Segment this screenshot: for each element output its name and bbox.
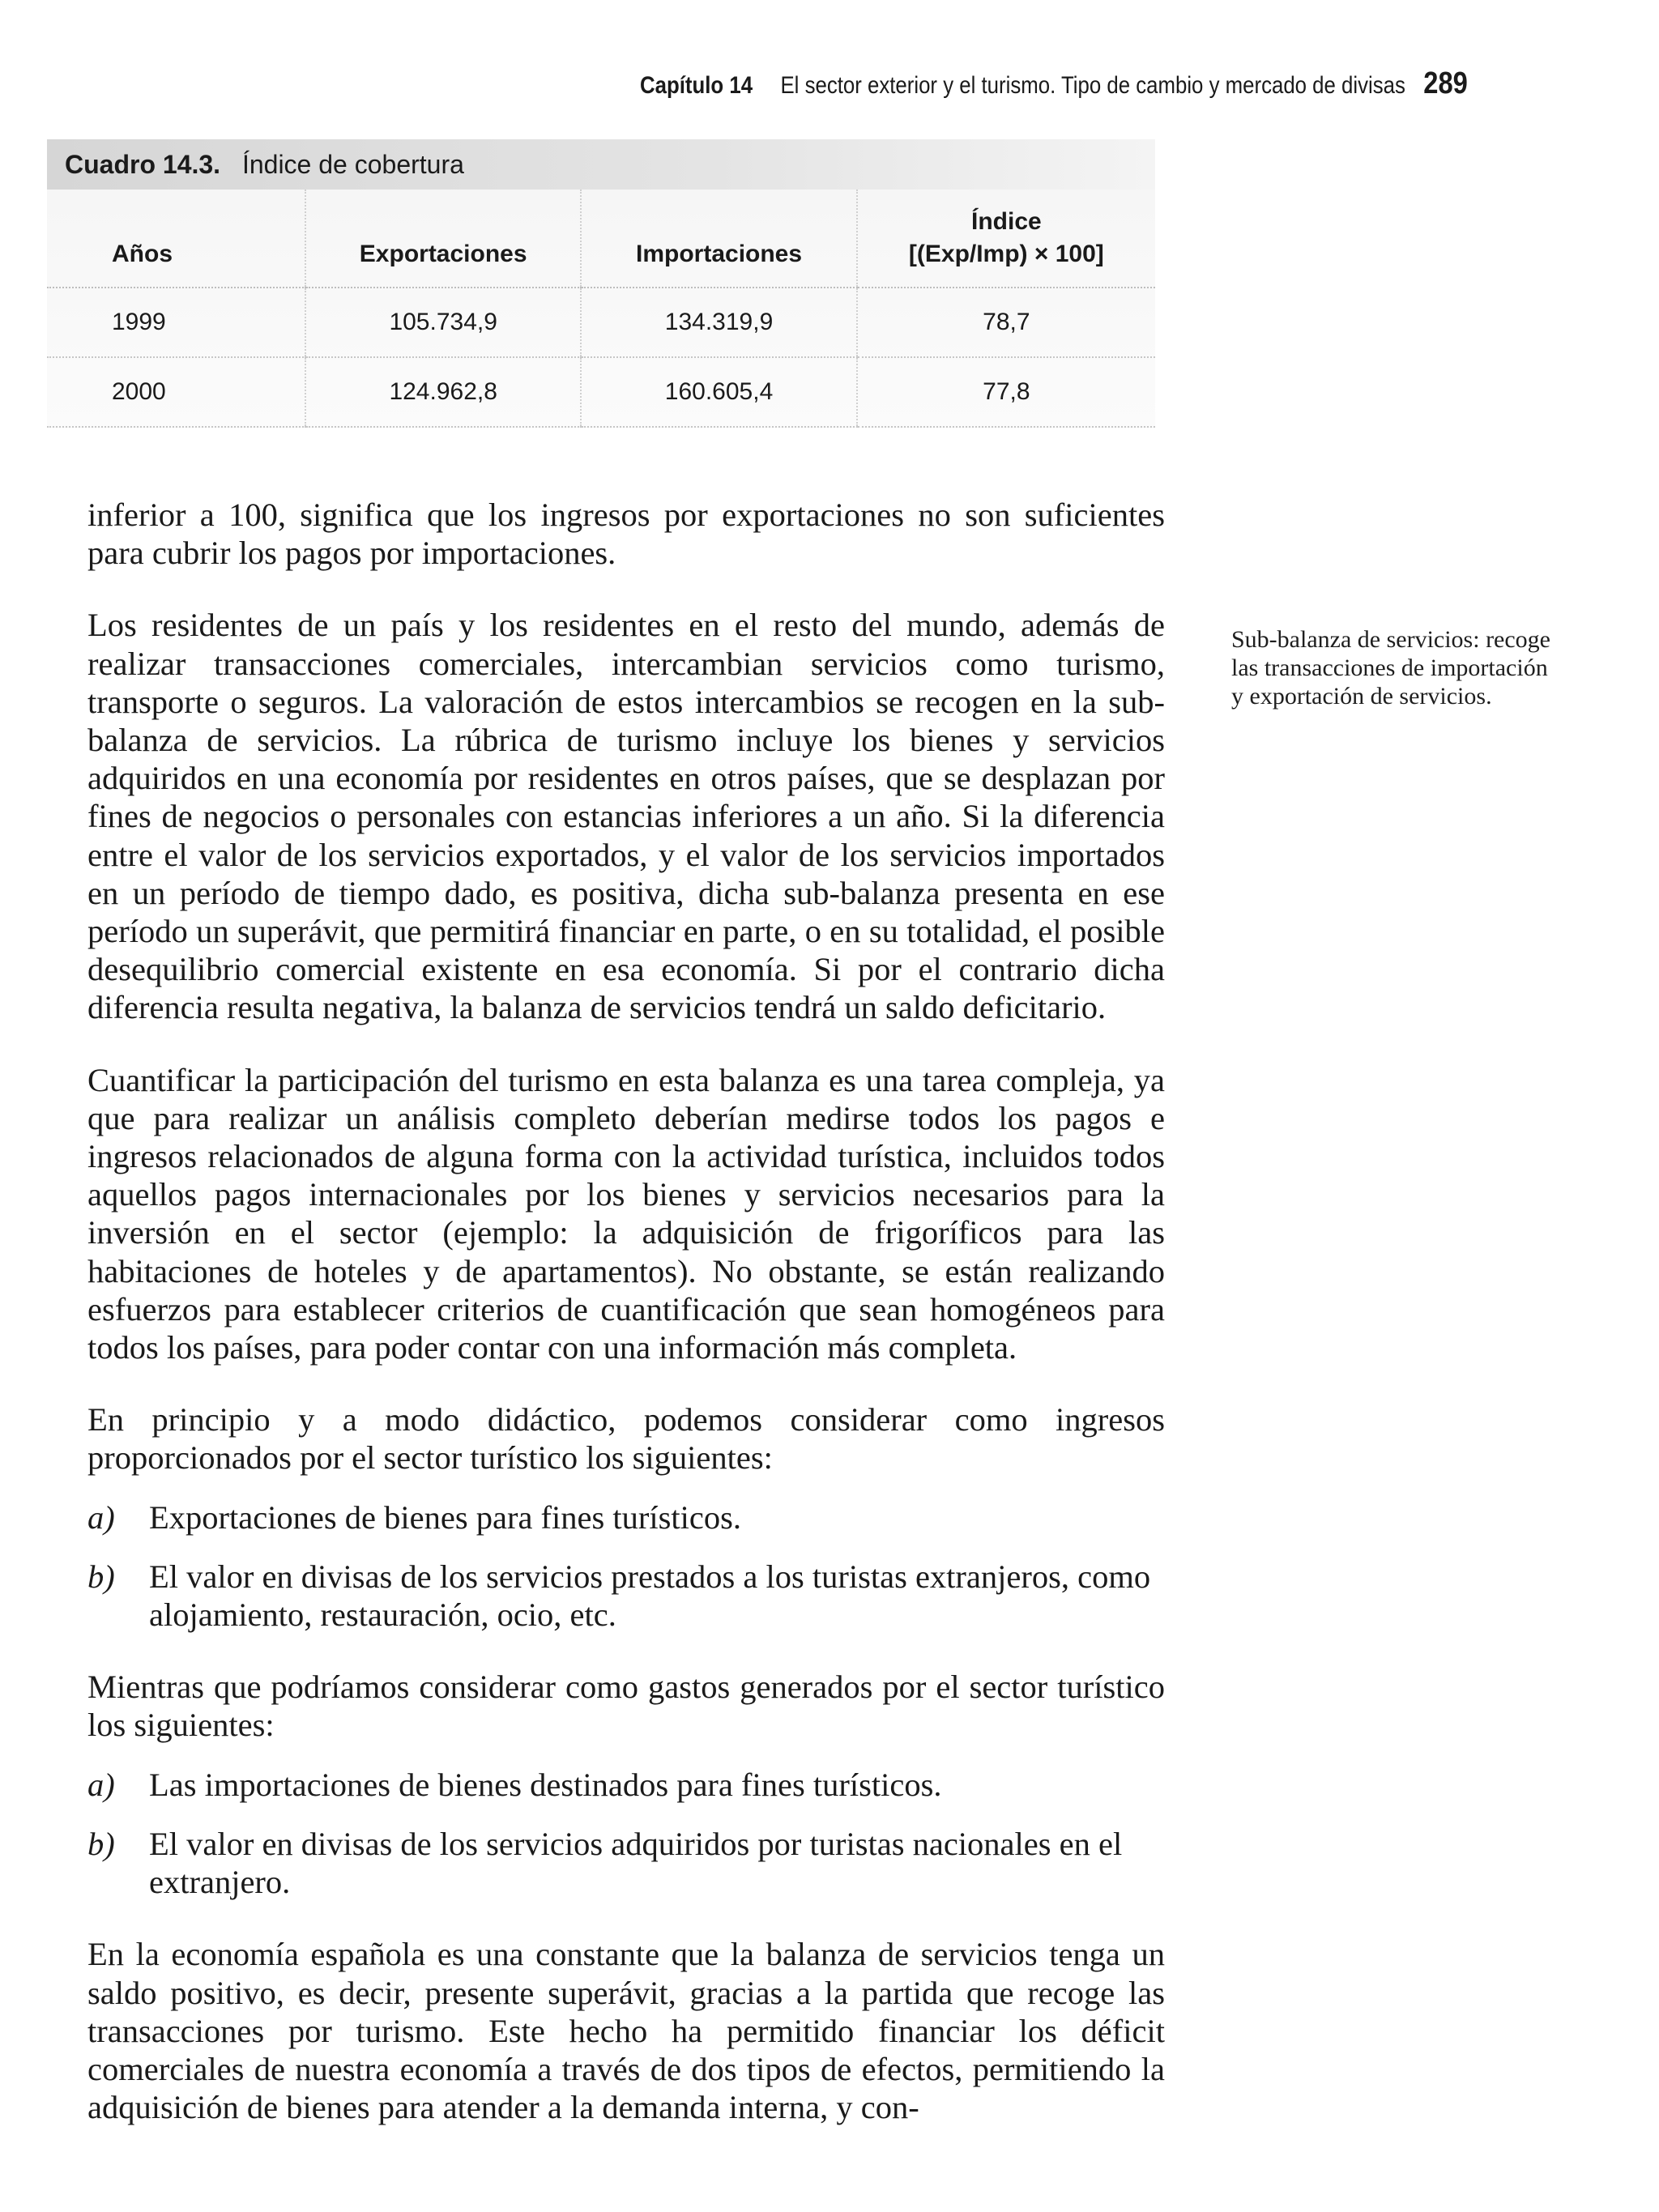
cell-index: 78,7 [857, 288, 1155, 357]
list-text: Las importaciones de bienes destinados para fines turísticos. [149, 1766, 942, 1803]
cell-imports: 160.605,4 [581, 357, 856, 427]
header-imports: Importaciones [581, 190, 856, 288]
table-caption-title: Índice de cobertura [241, 150, 464, 179]
table-header-row [47, 190, 1155, 288]
body-text [87, 496, 1165, 2160]
table-row [47, 357, 1155, 427]
paragraph-5: Mientras que podríamos considerar como gastos generados por el sector turístico los siguientes: [87, 1669, 1165, 1744]
list-letter: b) [87, 1558, 115, 1595]
cell-exports: 124.962,8 [305, 357, 581, 427]
cell-year: 2000 [47, 357, 305, 427]
margin-note-services-subbalance: Sub-balanza de servicios: recoge las transacciones de importación y exportación de servicios. [1231, 626, 1550, 710]
paragraph-4: En principio y a modo didáctico, podemos considerar como ingresos proporcionados por el sector turístico los siguientes: [87, 1401, 1165, 1477]
list-text: El valor en divisas de los servicios prestados a los turistas extranjeros, como alojamiento, restauración, ocio, etc. [149, 1558, 1151, 1634]
list-item [87, 1558, 1165, 1634]
list-item [87, 1766, 1165, 1804]
list-letter: a) [87, 1766, 115, 1803]
paragraph-1: inferior a 100, significa que los ingresos por exportaciones no son suficientes para cubrir los pagos por importaciones. [87, 497, 1165, 572]
list-item [87, 1825, 1165, 1901]
coverage-index-table-box [47, 139, 1155, 423]
coverage-index-table [47, 190, 1155, 428]
cell-exports: 105.734,9 [305, 288, 581, 357]
page-number: 289 [1423, 66, 1468, 100]
header-index [857, 190, 1155, 288]
list-letter: a) [87, 1498, 115, 1536]
header-index-line1: Índice [971, 208, 1042, 235]
paragraph-6: En la economía española es una constante que la balanza de servicios tenga un saldo positivo, es decir, presente superávit, gracias a la partida que recoge las transacciones por turismo. Este hecho ha permitido financiar los déficit comerciales de nuestra economía a través de dos tipos de efectos, permitiendo la adquisición de bienes para atender a la demanda interna, y con- [87, 1936, 1165, 2126]
cell-imports: 134.319,9 [581, 288, 856, 357]
list-text: El valor en divisas de los servicios adquiridos por turistas nacionales en el extranjero. [149, 1825, 1123, 1901]
page-header [640, 66, 1468, 105]
table-row [47, 288, 1155, 357]
cell-year: 1999 [47, 288, 305, 357]
header-index-line2: [(Exp/Imp) × 100] [908, 241, 1104, 267]
header-exports: Exportaciones [305, 190, 581, 288]
list-item [87, 1498, 1165, 1536]
table-caption [47, 139, 1155, 190]
header-years: Años [47, 190, 305, 288]
chapter-label: Capítulo 14 [640, 72, 753, 99]
cell-index: 77,8 [857, 357, 1155, 427]
paragraph-2: Los residentes de un país y los residentes en el resto del mundo, además de realizar transacciones comerciales, intercambian servicios como turismo, transporte o seguros. La valoración de estos intercambios se recogen en la sub-balanza de servicios. La rúbrica de turismo incluye los bienes y servicios adquiridos en una economía por residentes en otros países, que se desplazan por fines de negocios o personales con estancias inferiores a un año. Si la diferencia entre el valor de los servicios exportados, y el valor de los servicios importados en un período de tiempo dado, es positiva, dicha sub-balanza presenta en ese período un superávit, que permitirá financiar en parte, o en su totalidad, el posible desequilibrio comercial existente en esa economía. Si por el contrario dicha diferencia resulta negativa, la balanza de servicios tendrá un saldo deficitario. [87, 607, 1165, 1026]
paragraph-3: Cuantificar la participación del turismo en esta balanza es una tarea compleja, ya que para realizar un análisis completo deberían medirse todos los pagos e ingresos relacionados de alguna forma con la actividad turística, incluidos todos aquellos pagos internacionales por los bienes y servicios necesarios para la inversión en el sector (ejemplo: la adquisición de frigoríficos para las habitaciones de hoteles y de apartamentos). No obstante, se están realizando esfuerzos para establecer criterios de cuantificación que sean homogéneos para todos los países, para poder contar con una información más completa. [87, 1061, 1165, 1366]
table-caption-number: Cuadro 14.3. [65, 150, 221, 179]
list-text: Exportaciones de bienes para fines turísticos. [149, 1498, 742, 1536]
chapter-subject: El sector exterior y el turismo. Tipo de cambio y mercado de divisas [780, 72, 1405, 99]
list-letter: b) [87, 1825, 115, 1862]
